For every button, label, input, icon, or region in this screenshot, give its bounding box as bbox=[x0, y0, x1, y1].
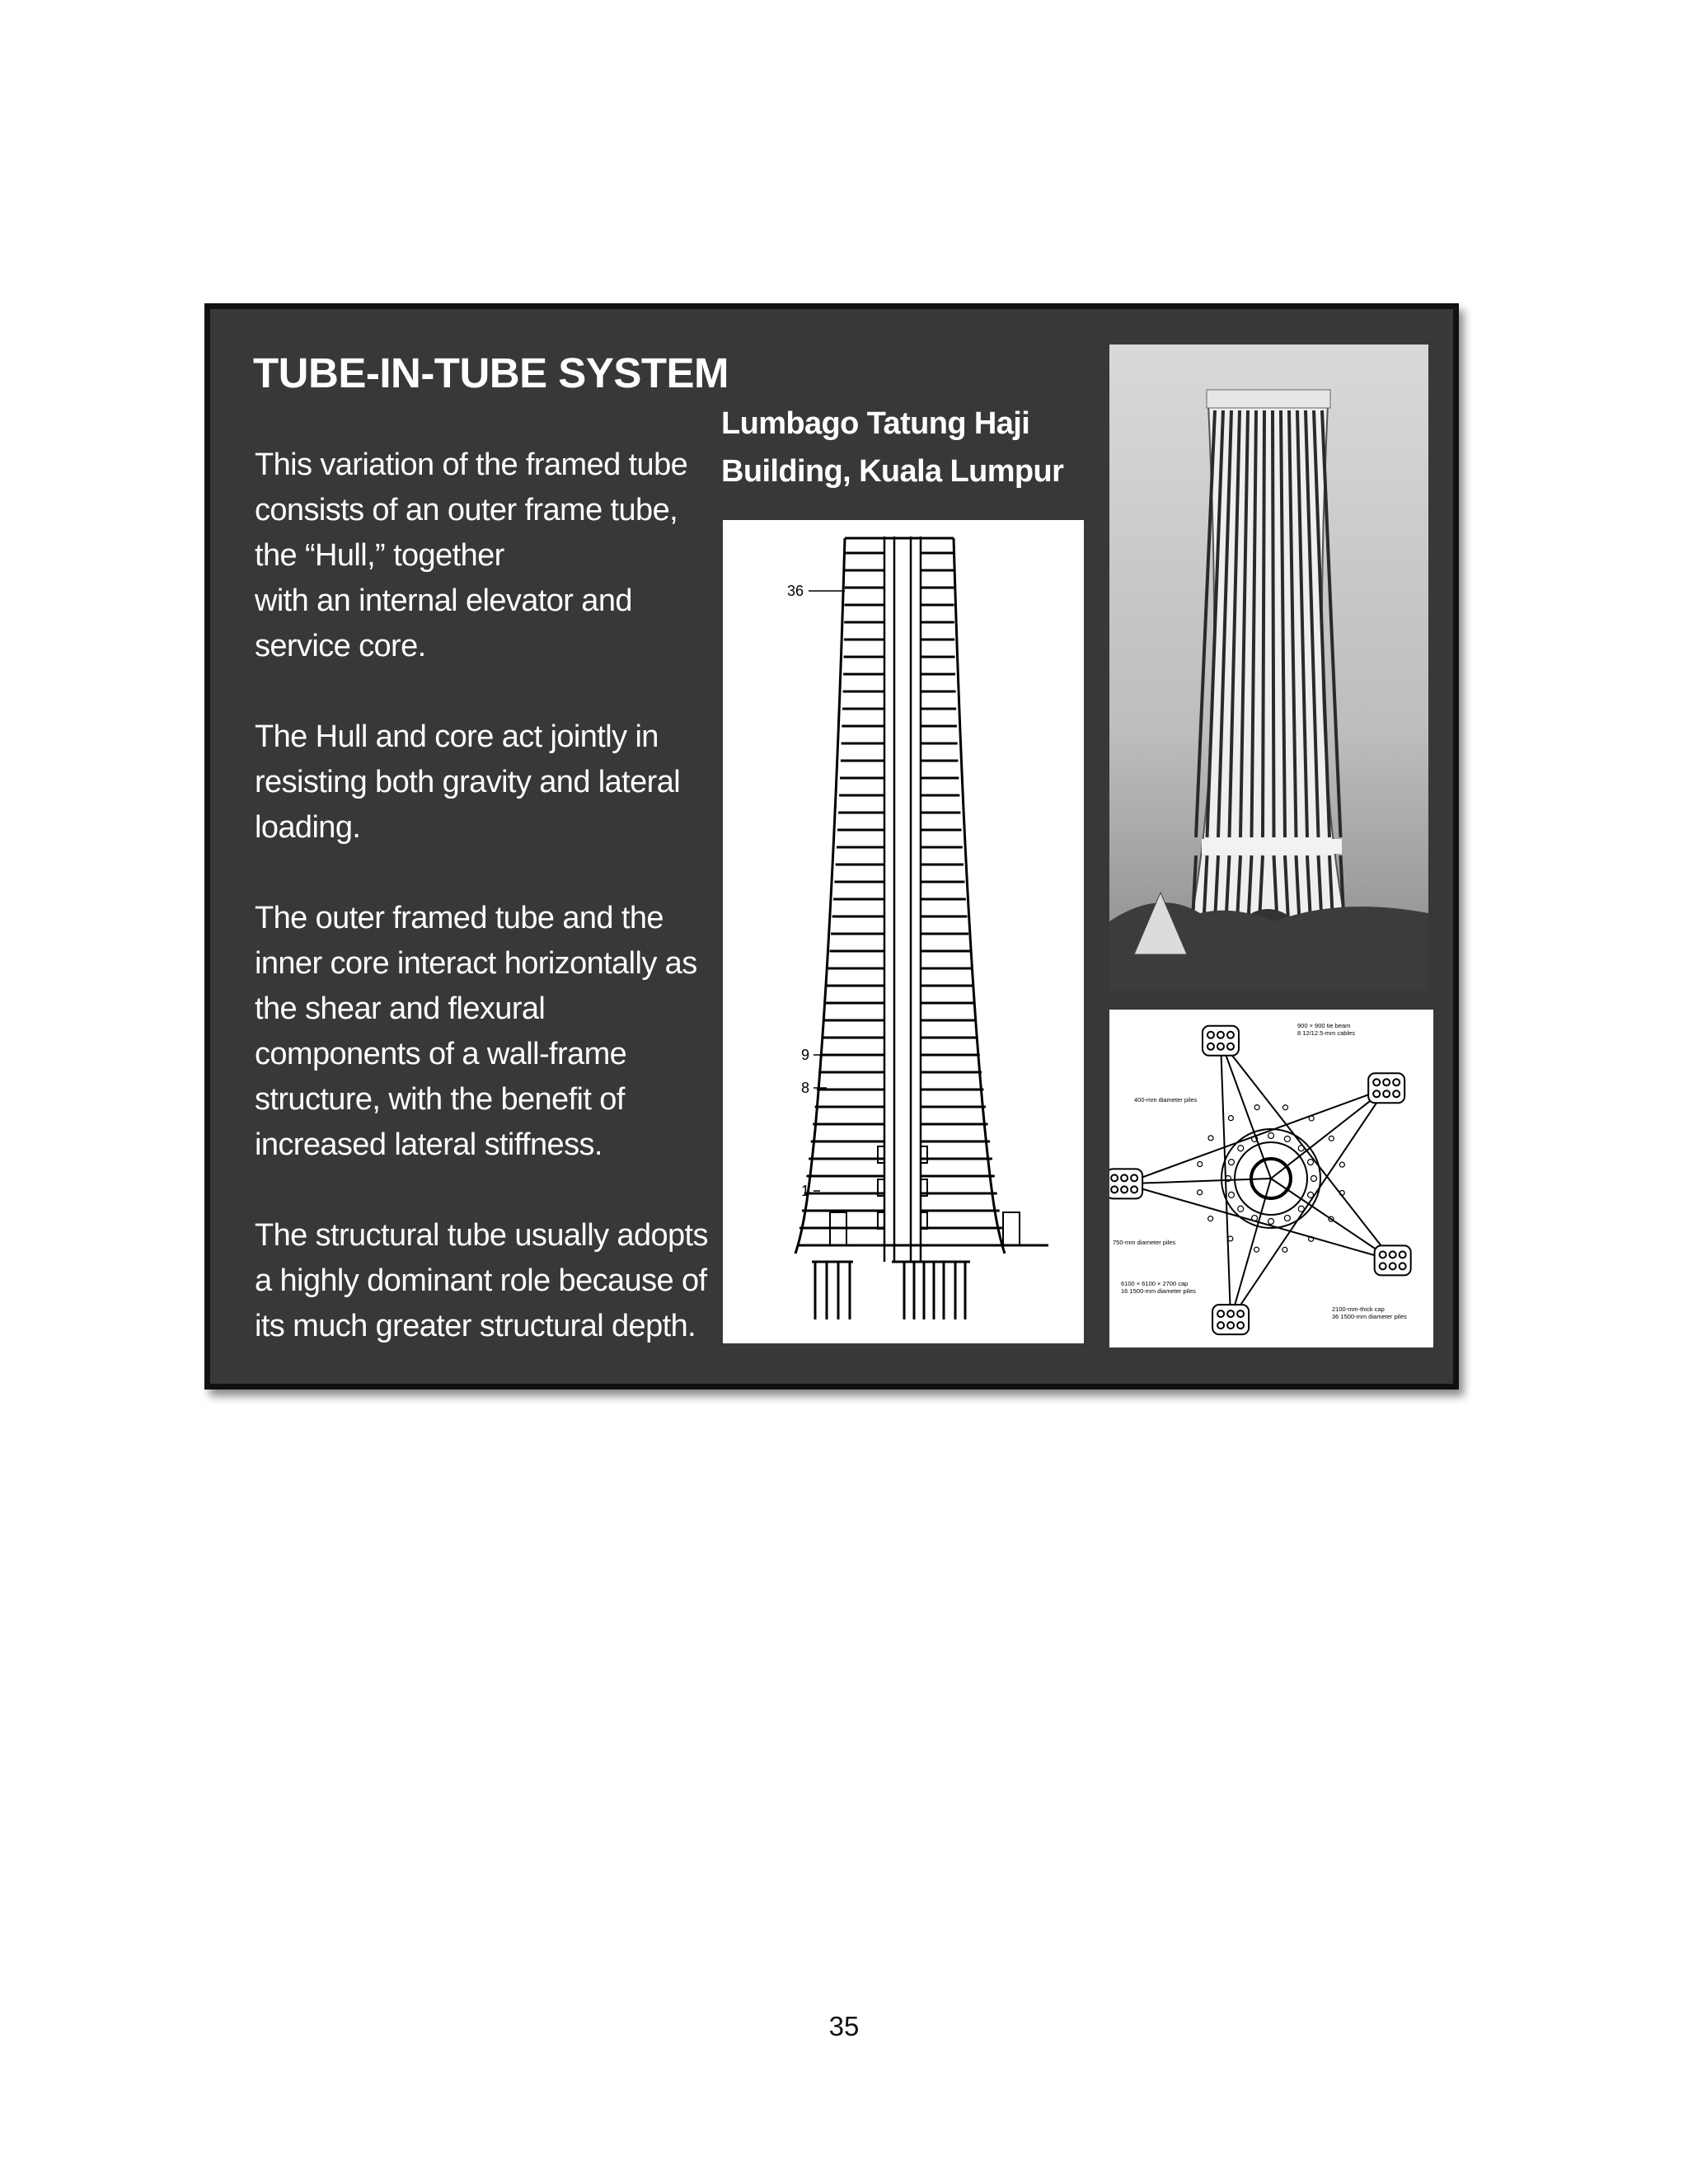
cap-pile bbox=[1227, 1322, 1234, 1329]
section-label-9: 9 bbox=[801, 1047, 810, 1063]
cap-pile bbox=[1217, 1043, 1224, 1050]
ring-pile bbox=[1339, 1162, 1344, 1167]
paragraph-joint-action bbox=[255, 715, 716, 851]
ring-pile bbox=[1198, 1190, 1203, 1195]
note-thick-cap: 2100-mm-thick cap bbox=[1332, 1305, 1385, 1313]
ring-pile bbox=[1198, 1162, 1203, 1167]
pile-cap bbox=[1203, 1026, 1239, 1056]
text-line: the “Hull,” together bbox=[255, 538, 504, 573]
tower-column-line bbox=[1273, 410, 1274, 837]
text-line: The Hull and core act jointly in bbox=[255, 719, 659, 754]
ring-pile bbox=[1282, 1247, 1287, 1252]
raft-pile bbox=[1298, 1206, 1304, 1212]
cap-pile bbox=[1393, 1090, 1400, 1097]
ring-pile bbox=[1254, 1105, 1259, 1110]
cap-pile bbox=[1227, 1310, 1234, 1317]
cap-pile bbox=[1400, 1251, 1406, 1258]
pile-cap bbox=[1212, 1305, 1249, 1334]
cap-pile bbox=[1393, 1079, 1400, 1085]
core-walls bbox=[884, 537, 921, 1262]
cap-pile bbox=[1390, 1263, 1396, 1269]
tower-column-line bbox=[1263, 410, 1264, 837]
caption-line: Lumbago Tatung Haji bbox=[721, 406, 1030, 441]
slide-body bbox=[255, 443, 716, 1394]
radial-beam-line bbox=[1124, 1179, 1271, 1183]
raft-pile bbox=[1228, 1192, 1234, 1197]
foundation-plan-drawing bbox=[1109, 1010, 1433, 1347]
pile-cap bbox=[1109, 1169, 1142, 1198]
pile-cap bbox=[1375, 1245, 1411, 1275]
slide bbox=[204, 303, 1459, 1390]
cap-pile bbox=[1227, 1043, 1234, 1050]
tower-crown bbox=[1207, 390, 1330, 408]
cap-pile bbox=[1131, 1174, 1137, 1181]
note-tie-beam: 900 × 900 tie beam bbox=[1297, 1022, 1351, 1029]
text-line: its much greater structural depth. bbox=[255, 1309, 696, 1343]
raft-pile bbox=[1238, 1146, 1244, 1151]
section-label-1: 1 bbox=[801, 1183, 810, 1199]
cap-pile bbox=[1237, 1310, 1244, 1317]
note-750mm-piles: 750-mm diameter piles bbox=[1113, 1239, 1176, 1246]
cap-pile bbox=[1400, 1263, 1406, 1269]
radial-beam-line bbox=[1271, 1088, 1386, 1179]
paragraph-dominant-role bbox=[255, 1213, 716, 1349]
building-section-drawing bbox=[723, 520, 1084, 1343]
ring-pile bbox=[1208, 1136, 1213, 1141]
cap-pile bbox=[1207, 1043, 1214, 1050]
raft-pile bbox=[1228, 1160, 1234, 1165]
ring-pile bbox=[1208, 1216, 1213, 1221]
text-line: loading. bbox=[255, 810, 361, 845]
cap-pile bbox=[1383, 1090, 1390, 1097]
raft-pile bbox=[1308, 1192, 1314, 1197]
text-line: increased lateral stiffness. bbox=[255, 1127, 603, 1162]
raft-pile bbox=[1268, 1219, 1274, 1225]
raft-pile bbox=[1311, 1176, 1317, 1182]
ring-pile bbox=[1282, 1105, 1287, 1110]
note-tie-cables: 8 12/12.5-mm cables bbox=[1297, 1029, 1356, 1037]
cap-pile bbox=[1217, 1310, 1224, 1317]
caption-line: Building, Kuala Lumpur bbox=[721, 454, 1064, 489]
star-tie-beams bbox=[1124, 1041, 1393, 1319]
building-photo bbox=[1109, 344, 1428, 991]
text-line: This variation of the framed tube bbox=[255, 448, 688, 482]
text-line: a highly dominant role because of bbox=[255, 1263, 707, 1298]
cap-pile bbox=[1380, 1263, 1386, 1269]
foundation-piles bbox=[812, 1262, 970, 1319]
building-caption bbox=[721, 400, 1067, 495]
radial-beam-line bbox=[1271, 1179, 1393, 1260]
text-line: The structural tube usually adopts bbox=[255, 1218, 708, 1253]
radial-beam-line bbox=[1221, 1041, 1271, 1179]
ring-pile bbox=[1309, 1116, 1314, 1121]
ring-pile bbox=[1228, 1116, 1233, 1121]
core-stepped-base bbox=[830, 1146, 1020, 1245]
cap-pile bbox=[1373, 1090, 1380, 1097]
raft-pile bbox=[1298, 1146, 1304, 1151]
raft-pile bbox=[1268, 1133, 1274, 1139]
text-line: consists of an outer frame tube, bbox=[255, 493, 678, 527]
note-small-cap: 6100 × 6100 × 2700 cap bbox=[1121, 1280, 1189, 1287]
cap-pile bbox=[1131, 1186, 1137, 1193]
text-line: with an internal elevator and bbox=[255, 583, 632, 618]
section-right-outline bbox=[954, 538, 1005, 1254]
cap-pile bbox=[1383, 1079, 1390, 1085]
text-line: structure, with the benefit of bbox=[255, 1082, 625, 1117]
raft-pile bbox=[1284, 1216, 1290, 1221]
text-line: the shear and flexural bbox=[255, 991, 546, 1026]
raft-pile bbox=[1238, 1206, 1244, 1212]
cap-pile bbox=[1121, 1174, 1128, 1181]
cap-pile bbox=[1390, 1251, 1396, 1258]
text-line: service core. bbox=[255, 629, 426, 663]
note-thick-cap-piles: 36 1500-mm diameter piles bbox=[1332, 1313, 1407, 1320]
text-line: The outer framed tube and the bbox=[255, 901, 663, 935]
section-left-outline bbox=[795, 538, 845, 1254]
note-400mm-piles: 400-mm diameter piles bbox=[1134, 1096, 1198, 1104]
cap-pile bbox=[1121, 1186, 1128, 1193]
cap-pile bbox=[1227, 1032, 1234, 1038]
radial-beam-line bbox=[1231, 1179, 1271, 1319]
cap-pile bbox=[1217, 1322, 1224, 1329]
cap-pile bbox=[1207, 1032, 1214, 1038]
section-label-8: 8 bbox=[801, 1080, 810, 1096]
text-line: components of a wall-frame bbox=[255, 1037, 627, 1071]
ring-pile bbox=[1228, 1236, 1233, 1241]
cap-pile bbox=[1380, 1251, 1386, 1258]
note-small-cap-piles: 16 1500-mm diameter piles bbox=[1121, 1287, 1196, 1295]
raft-pile bbox=[1284, 1136, 1290, 1141]
text-line: resisting both gravity and lateral bbox=[255, 765, 681, 799]
cap-pile bbox=[1111, 1186, 1118, 1193]
cap-pile bbox=[1111, 1174, 1118, 1181]
ring-pile bbox=[1329, 1136, 1334, 1141]
section-label-36: 36 bbox=[787, 583, 804, 599]
cap-pile bbox=[1237, 1322, 1244, 1329]
raft-pile bbox=[1308, 1160, 1314, 1165]
text-line: inner core interact horizontally as bbox=[255, 946, 697, 981]
slide-title: TUBE-IN-TUBE SYSTEM bbox=[253, 349, 729, 396]
cap-pile bbox=[1373, 1079, 1380, 1085]
page-number: 35 bbox=[828, 2011, 860, 2041]
paragraph-interaction bbox=[255, 896, 716, 1168]
paragraph-hull bbox=[255, 443, 716, 669]
cap-pile bbox=[1217, 1032, 1224, 1038]
pile-cap bbox=[1368, 1073, 1404, 1103]
ring-pile bbox=[1254, 1247, 1259, 1252]
floor-slabs bbox=[799, 553, 1002, 1228]
